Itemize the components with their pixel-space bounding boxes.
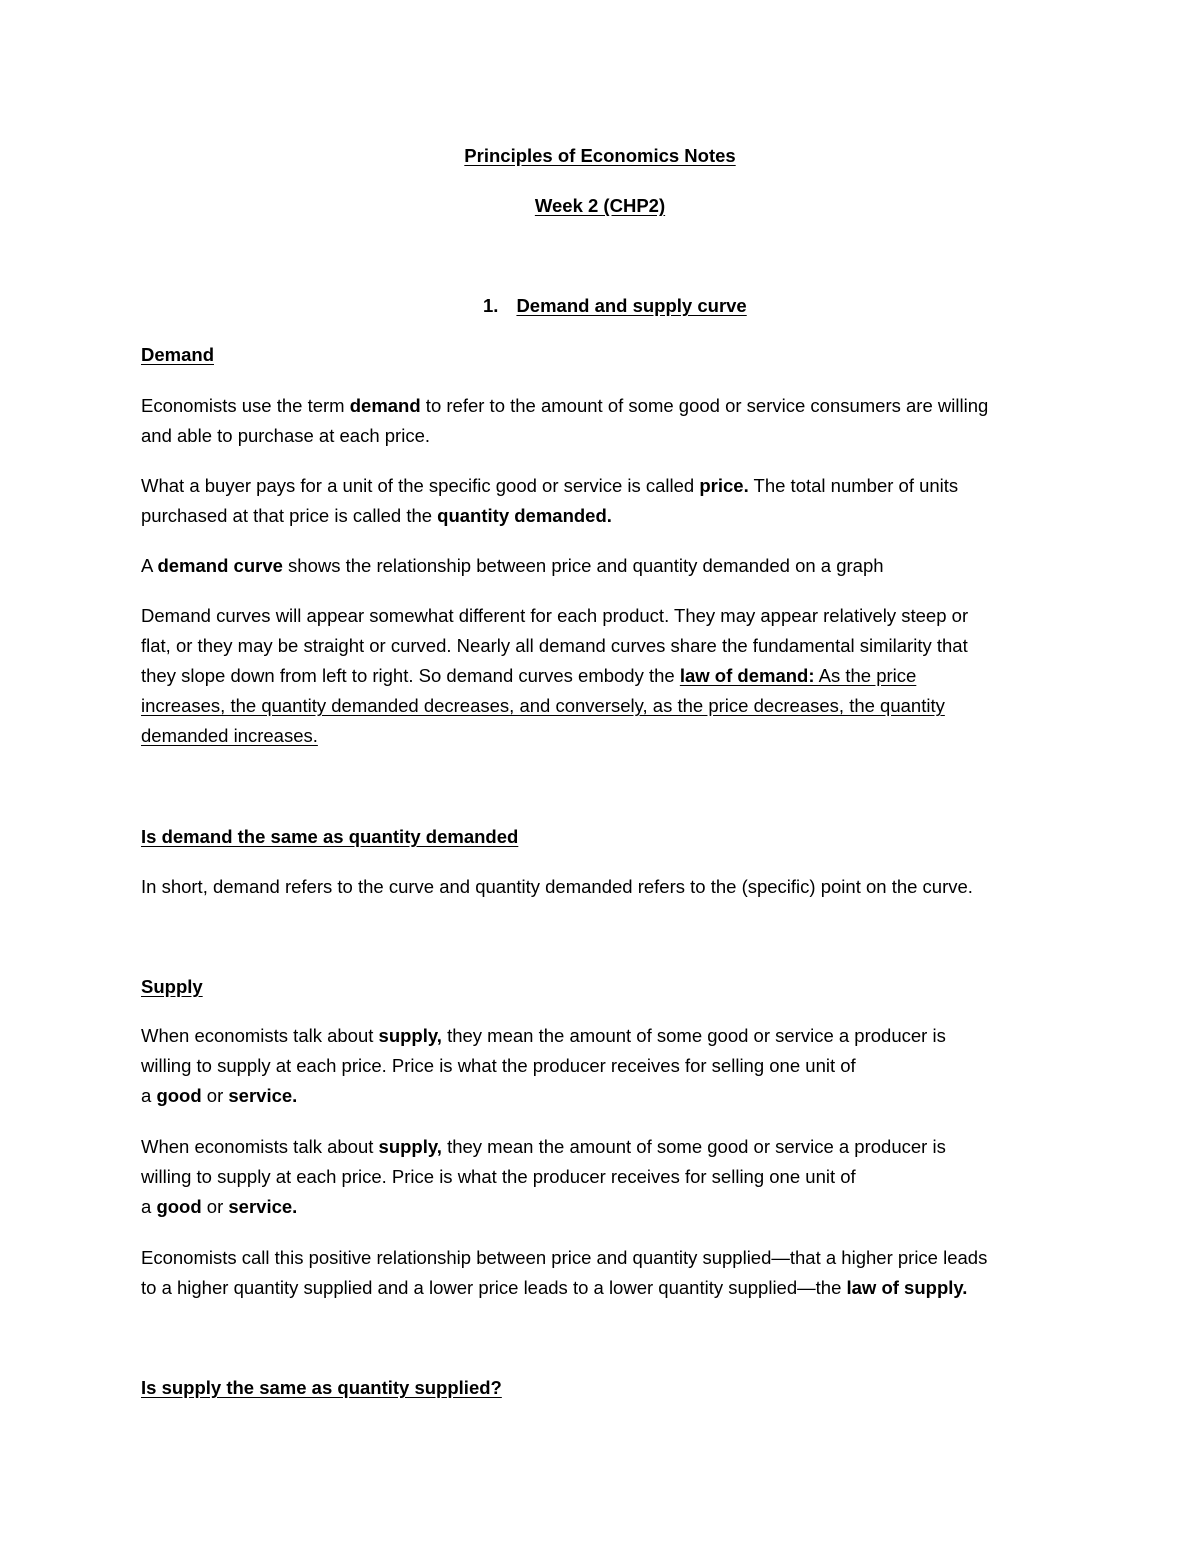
- text-run: demand curve: [157, 555, 283, 576]
- section-heading: [483, 295, 747, 317]
- text-run: When economists talk about: [141, 1025, 379, 1046]
- text-run: price.: [699, 475, 749, 496]
- text-run: supply,: [378, 1136, 442, 1157]
- section-title: Demand and supply curve: [516, 295, 747, 316]
- text-run: to a higher quantity supplied and a lower price leads to a lower quantity supplied—the: [141, 1277, 847, 1298]
- supply-paragraph-1-line-3: [141, 1085, 297, 1107]
- law-of-demand-term: law of demand:: [679, 665, 815, 686]
- text-run: Economists use the term: [141, 395, 350, 416]
- demand-paragraph-4-line-1: Demand curves will appear somewhat different for each product. They may appear relatively steep or: [141, 605, 969, 626]
- text-run: a: [141, 1196, 157, 1217]
- demand-vs-quantity-heading: Is demand the same as quantity demanded: [141, 826, 519, 847]
- text-run: demand: [349, 395, 421, 416]
- text-run: The total number of units: [748, 475, 959, 496]
- supply-paragraph-2-line-2: willing to supply at each price. Price is what the producer receives for selling one unit of: [141, 1166, 856, 1187]
- text-run: a: [141, 1085, 157, 1106]
- supply-vs-quantity-heading: Is supply the same as quantity supplied?: [141, 1377, 502, 1398]
- section-number: 1.: [483, 295, 499, 316]
- text-run: or: [201, 1196, 229, 1217]
- demand-paragraph-1-line-2: and able to purchase at each price.: [141, 425, 430, 446]
- demand-paragraph-4-line-2: flat, or they may be straight or curved. Nearly all demand curves share the fundamental similarity that: [141, 635, 968, 656]
- text-run: A: [141, 555, 158, 576]
- text-run: they mean the amount of some good or service a producer is: [441, 1025, 946, 1046]
- text-run: good: [156, 1196, 202, 1217]
- text-run: they mean the amount of some good or service a producer is: [441, 1136, 946, 1157]
- demand-paragraph-4-line-5: demanded increases.: [141, 725, 318, 746]
- demand-paragraph-2-line-2: [141, 505, 612, 527]
- demand-heading: Demand: [141, 344, 214, 365]
- law-of-supply-term: law of supply.: [846, 1277, 968, 1298]
- text-run: When economists talk about: [141, 1136, 379, 1157]
- document-title: Principles of Economics Notes: [464, 145, 736, 166]
- text-run: or: [201, 1085, 229, 1106]
- text-run: What a buyer pays for a unit of the specific good or service is called: [141, 475, 700, 496]
- demand-vs-quantity-text: In short, demand refers to the curve and quantity demanded refers to the (specific) point on the curve.: [141, 876, 973, 897]
- demand-paragraph-4-line-4: increases, the quantity demanded decreases, and conversely, as the price decreases, the quantity: [141, 695, 945, 716]
- text-run: supply,: [378, 1025, 442, 1046]
- demand-paragraph-4-line-3: [141, 665, 916, 687]
- text-run: purchased at that price is called the: [141, 505, 438, 526]
- demand-paragraph-3: [141, 555, 884, 577]
- supply-paragraph-1-line-1: [141, 1025, 946, 1047]
- text-run: to refer to the amount of some good or service consumers are willing: [420, 395, 989, 416]
- supply-paragraph-2-line-3: [141, 1196, 297, 1218]
- demand-paragraph-2-line-1: [141, 475, 958, 497]
- text-run: As the price: [814, 665, 917, 686]
- week-label: Week 2 (CHP2): [534, 195, 666, 216]
- demand-paragraph-1-line-1: [141, 395, 988, 417]
- supply-paragraph-3-line-1: Economists call this positive relationship between price and quantity supplied—that a higher price leads: [141, 1247, 988, 1268]
- supply-paragraph-1-line-2: willing to supply at each price. Price is what the producer receives for selling one unit of: [141, 1055, 856, 1076]
- text-run: good: [156, 1085, 202, 1106]
- supply-paragraph-2-line-1: [141, 1136, 946, 1158]
- supply-heading: Supply: [141, 976, 203, 997]
- text-run: service.: [228, 1196, 298, 1217]
- text-run: they slope down from left to right. So demand curves embody the: [141, 665, 680, 686]
- text-run: quantity demanded.: [437, 505, 612, 526]
- text-run: shows the relationship between price and quantity demanded on a graph: [282, 555, 884, 576]
- text-run: service.: [228, 1085, 298, 1106]
- supply-paragraph-3-line-2: [141, 1277, 967, 1299]
